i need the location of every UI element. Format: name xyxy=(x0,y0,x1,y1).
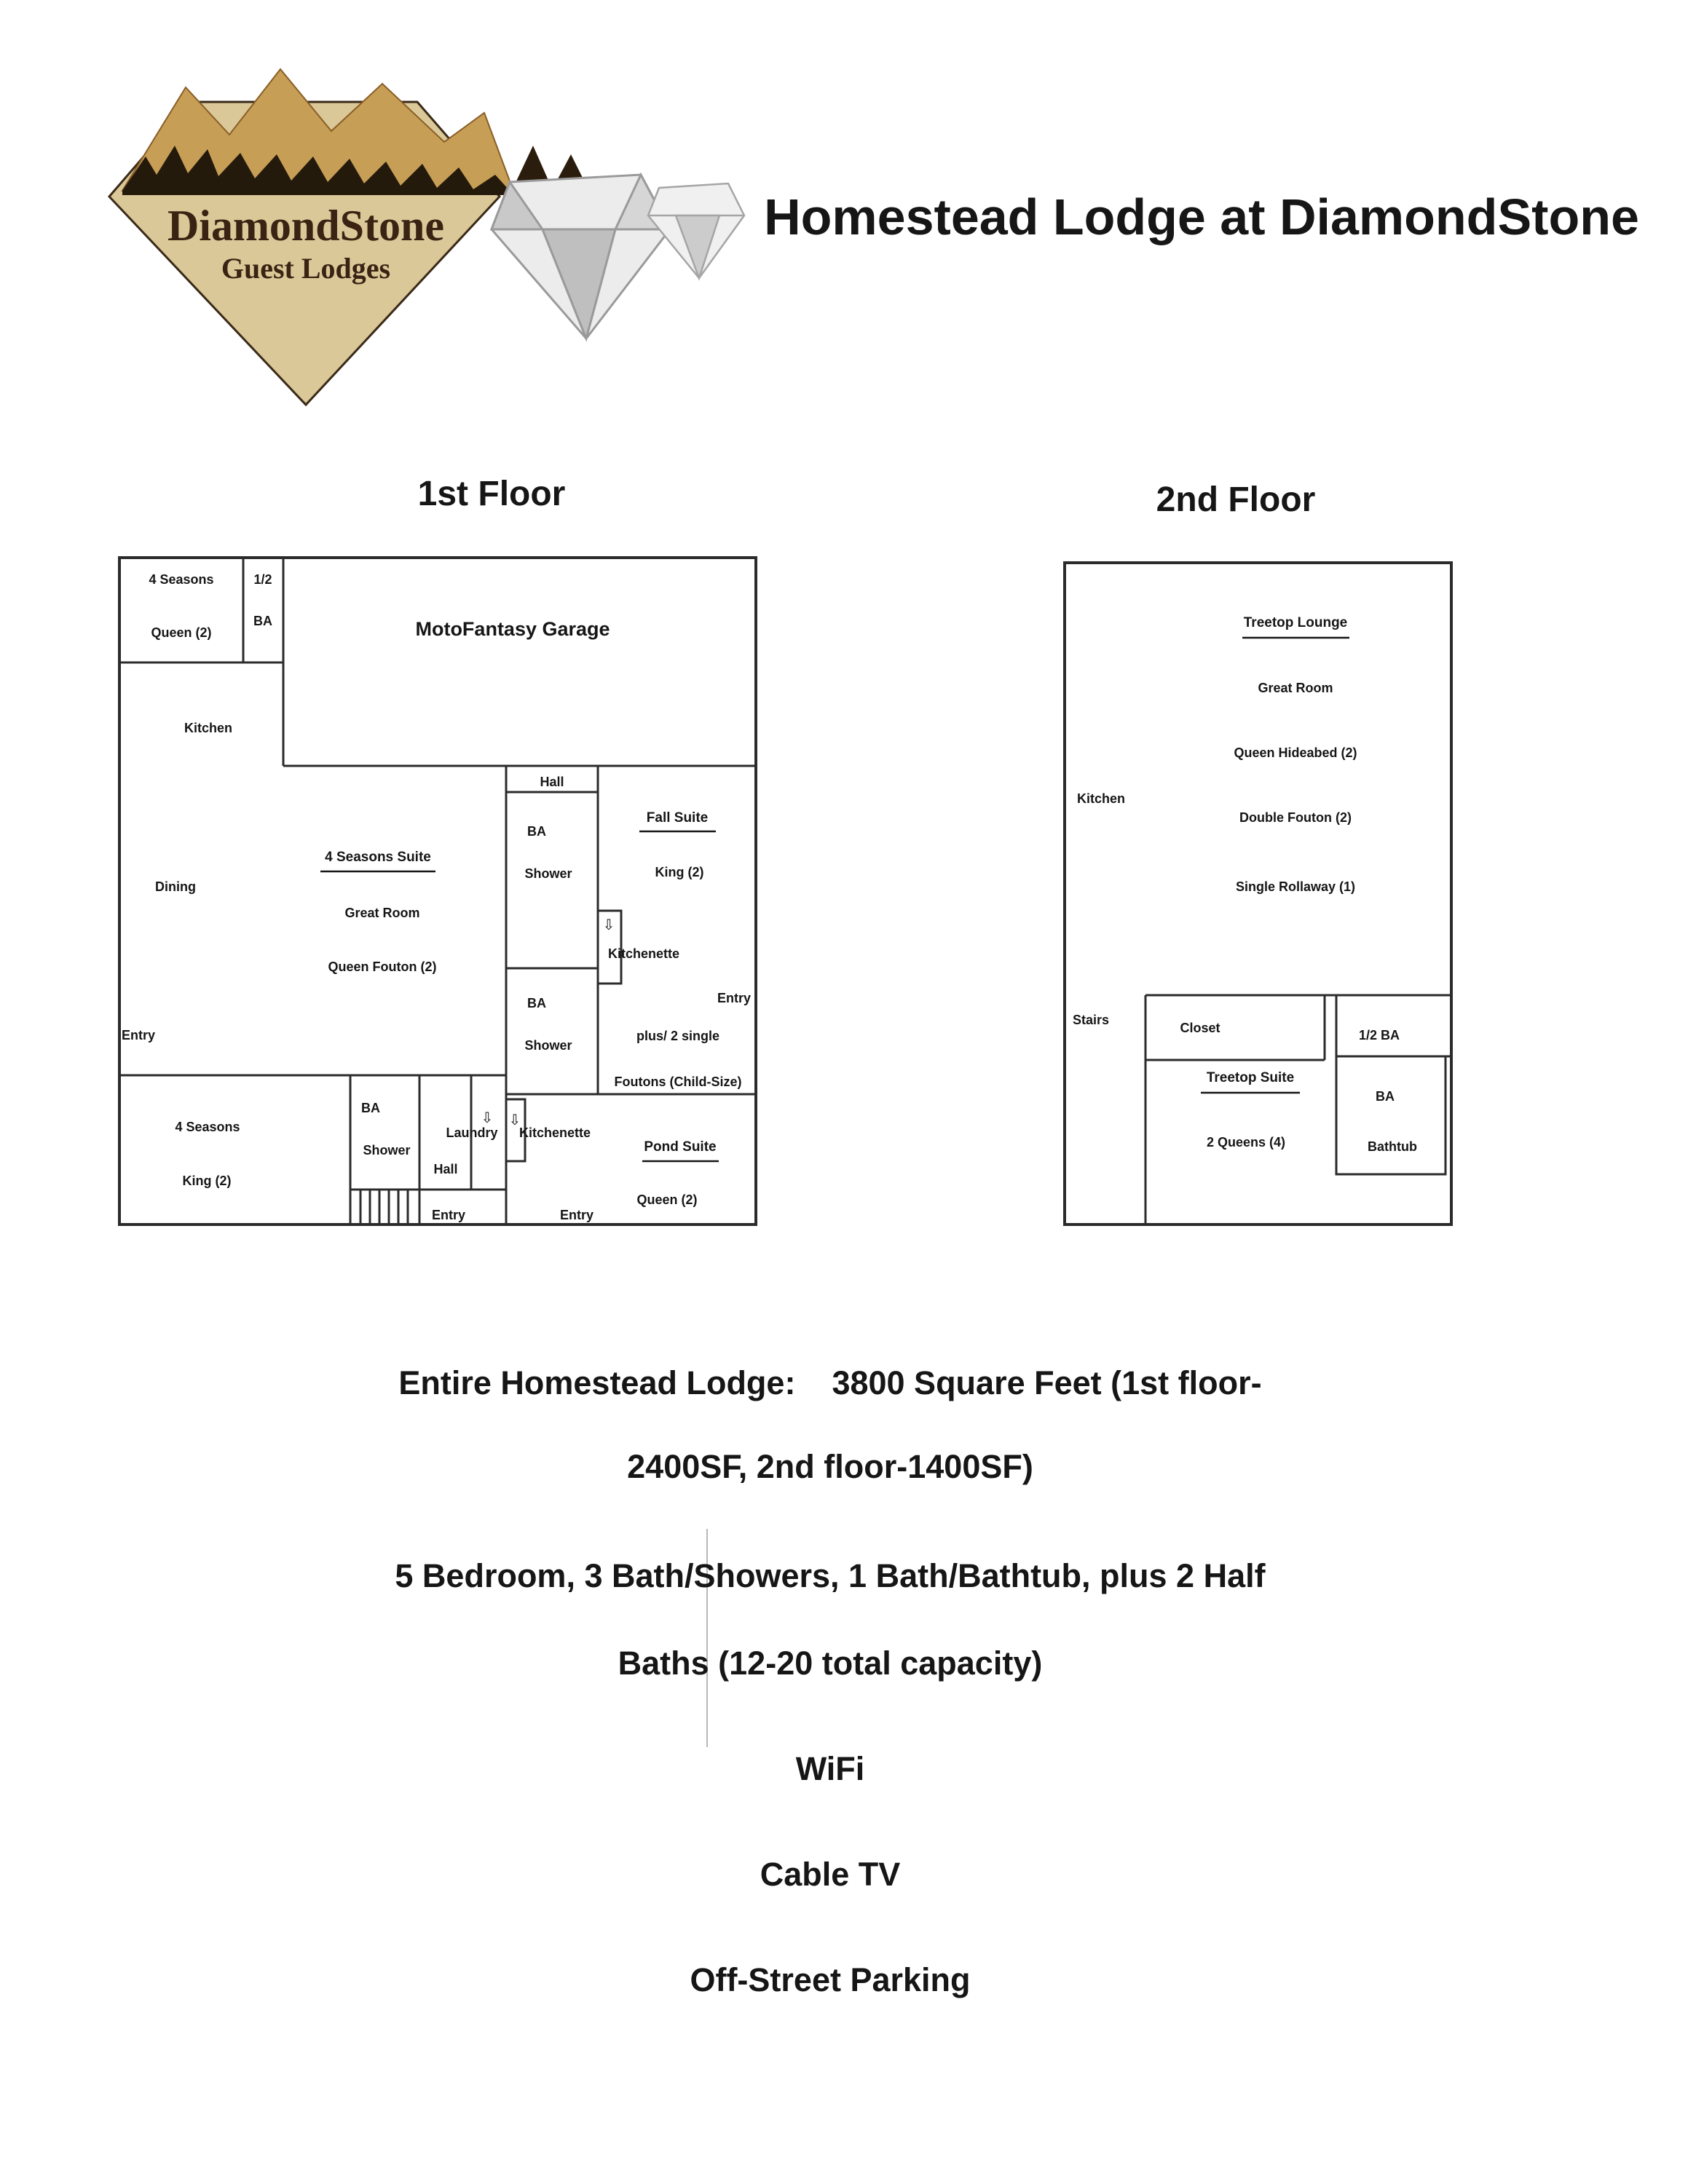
label-queen-hideabed: Queen Hideabed (2) xyxy=(1234,745,1357,760)
logo-subtitle: Guest Lodges xyxy=(221,252,391,285)
detail-line-rooms2: Baths (12-20 total capacity) xyxy=(618,1645,1043,1682)
label-treetop-lounge: Treetop Lounge xyxy=(1243,615,1348,630)
label-king2: King (2) xyxy=(182,1174,232,1188)
label-shower-upper: Shower xyxy=(524,866,572,881)
wall-bathtub-room xyxy=(1336,1056,1446,1174)
gem-small-icon xyxy=(648,183,744,278)
detail-line-sqft: Entire Homestead Lodge: 3800 Square Feet (1st floor- xyxy=(398,1364,1262,1401)
label-4seasons-queen: 4 Seasons xyxy=(149,572,214,587)
label-queen2: Queen (2) xyxy=(151,625,212,640)
floor1-heading: 1st Floor xyxy=(417,475,566,513)
label-halfba-2: BA xyxy=(253,614,272,628)
floor1-labels xyxy=(122,572,751,1222)
label-4seasons-suite: 4 Seasons Suite xyxy=(325,850,431,865)
detail-line-cabletv: Cable TV xyxy=(760,1856,901,1893)
label-dining: Dining xyxy=(155,879,196,894)
label-kitchen: Kitchen xyxy=(184,721,233,735)
details-text xyxy=(395,1364,1266,1998)
label-entry-right: Entry xyxy=(717,991,752,1005)
label-kitchenette-upper: Kitchenette xyxy=(607,946,680,961)
label-fall-extra2: Foutons (Child-Size) xyxy=(614,1075,742,1089)
label-ba-lower: BA xyxy=(527,996,546,1010)
label-closet: Closet xyxy=(1180,1021,1220,1035)
page-title: Homestead Lodge at DiamondStone xyxy=(764,189,1639,245)
label-4seasons-king: 4 Seasons xyxy=(175,1120,240,1134)
label-kitchenette-lower: Kitchenette xyxy=(518,1125,591,1140)
label-entry-left: Entry xyxy=(121,1028,156,1042)
detail-line-sqft2: 2400SF, 2nd floor-1400SF) xyxy=(627,1448,1033,1485)
label-ba2: BA xyxy=(1376,1089,1395,1104)
label-fall-king: King (2) xyxy=(655,865,704,879)
label-entry-bottom2: Entry xyxy=(559,1208,594,1222)
label-hall: Hall xyxy=(540,775,564,789)
logo-name: DiamondStone xyxy=(167,202,445,250)
label-entry-bottom1: Entry xyxy=(431,1208,466,1222)
label-hall2: Hall xyxy=(433,1162,458,1176)
label-double-fouton: Double Fouton (2) xyxy=(1239,810,1352,825)
floor2-labels xyxy=(1073,615,1417,1154)
door-arrow-icon: ⇩ xyxy=(602,916,615,933)
label-bathtub: Bathtub xyxy=(1368,1139,1417,1154)
floor2-heading: 2nd Floor xyxy=(1156,480,1316,519)
detail-line-parking: Off-Street Parking xyxy=(690,1961,971,1998)
detail-line-wifi: WiFi xyxy=(795,1750,865,1787)
stairs-hatch xyxy=(360,1190,408,1224)
label-single-rollaway: Single Rollaway (1) xyxy=(1235,879,1356,894)
label-pond-suite: Pond Suite xyxy=(644,1139,717,1155)
label-2queens: 2 Queens (4) xyxy=(1206,1135,1286,1150)
label-queen-fouton: Queen Fouton (2) xyxy=(328,960,437,974)
label-fall-extra1: plus/ 2 single xyxy=(636,1029,720,1043)
detail-line-rooms: 5 Bedroom, 3 Bath/Showers, 1 Bath/Bathtub, plus 2 Half xyxy=(395,1557,1266,1594)
label-shower-bottom: Shower xyxy=(363,1143,411,1158)
label-garage: MotoFantasy Garage xyxy=(415,618,610,640)
door-arrow-icon: ⇩ xyxy=(508,1111,521,1128)
label-shower-lower: Shower xyxy=(524,1038,572,1053)
gem-cluster-icon xyxy=(492,175,670,339)
label-kitchen2: Kitchen xyxy=(1076,791,1126,806)
label-laundry: Laundry xyxy=(446,1125,498,1140)
logo xyxy=(109,69,744,405)
label-fall-suite: Fall Suite xyxy=(646,810,709,826)
label-great-room: Great Room xyxy=(344,906,420,920)
label-treetop-suite: Treetop Suite xyxy=(1206,1070,1295,1085)
label-great-room2: Great Room xyxy=(1258,681,1333,695)
label-pond-queen: Queen (2) xyxy=(636,1192,698,1207)
door-arrow-icon: ⇩ xyxy=(481,1109,494,1126)
label-ba-upper: BA xyxy=(527,824,546,839)
label-halfba-1: 1/2 xyxy=(253,572,272,587)
label-ba-bottom: BA xyxy=(361,1101,380,1115)
label-halfba2: 1/2 BA xyxy=(1358,1028,1400,1042)
label-stairs: Stairs xyxy=(1072,1013,1110,1027)
